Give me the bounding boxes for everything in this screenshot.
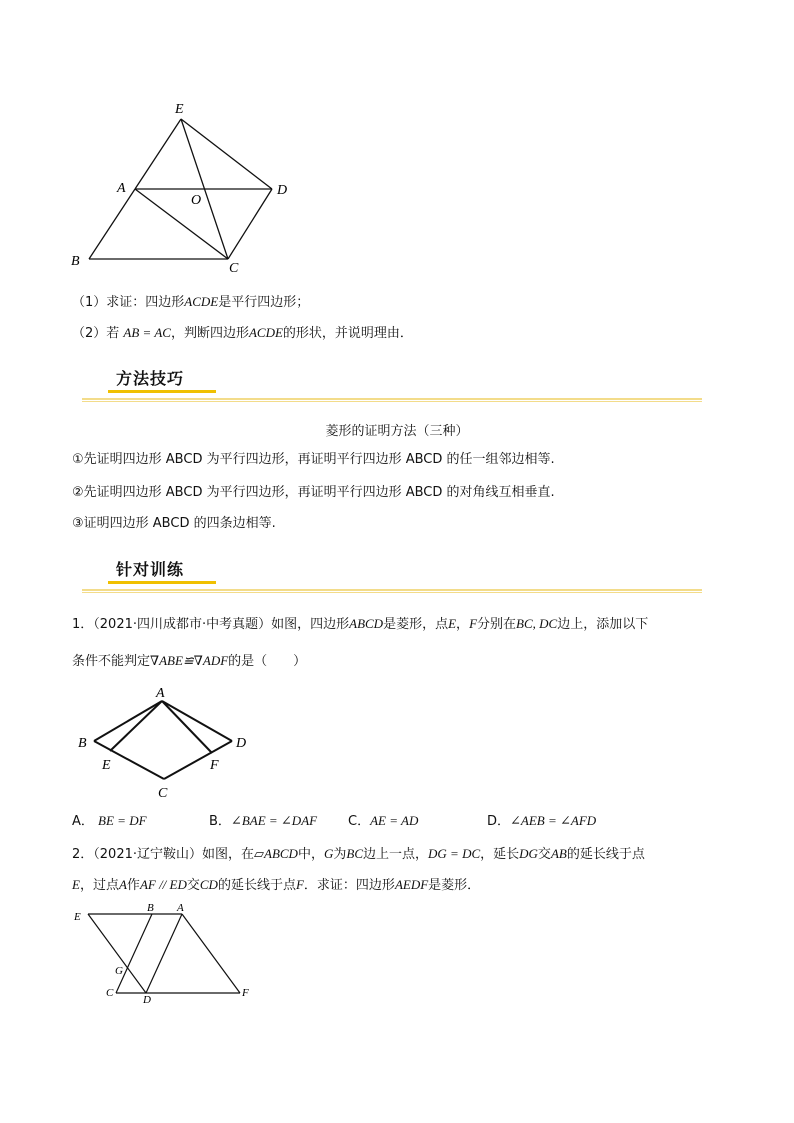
q2-cond: DG = DC (428, 846, 481, 861)
part1-prefix: （1）求证：四边形 (72, 295, 185, 310)
q1-option-a[interactable] (72, 812, 147, 831)
label-b: B (71, 254, 80, 269)
part2-suffix: 的形状，并说明理由． (282, 326, 413, 341)
part2-mid: ，判断四边形 (170, 326, 249, 341)
part2-prefix: （2）若 (72, 326, 120, 341)
q2-var-cd: CD (199, 877, 218, 892)
part1-suffix: 是平行四边形； (218, 295, 310, 310)
q2-suffix: 的延长线于点 (566, 847, 645, 862)
option-a-expr: BE = DF (98, 813, 147, 828)
q2-l2-mid1: ，过点 (79, 878, 119, 893)
label-a3: A (177, 902, 184, 914)
q2-mid5: 交 (537, 847, 551, 862)
q1-mid2: ， (456, 617, 470, 632)
method-item-2: ②先证明四边形 ABCD 为平行四边形，再证明平行四边形 ABCD 的对角线互相垂直. (72, 485, 555, 500)
q1-var-e: E (448, 616, 457, 631)
option-d-label: D． (487, 814, 511, 829)
label-c: C (229, 261, 239, 276)
problem-part-2 (72, 324, 413, 343)
q1-option-c[interactable] (348, 812, 418, 831)
label-d2: D (236, 736, 247, 751)
q2-line-1 (72, 845, 645, 864)
seg-ab (89, 189, 135, 259)
label-c2: C (158, 786, 168, 801)
q1-congruence-expr: ∇ABE≌∇ADF (150, 653, 229, 668)
q2-var-a: A (118, 877, 127, 892)
option-a-label: A． (72, 814, 94, 829)
label-b3: B (147, 902, 154, 914)
seg-ea (135, 119, 181, 189)
option-c-label: C． (348, 814, 371, 829)
q1-line2-prefix: 条件不能判定 (72, 654, 151, 669)
q2-parallel-expr: AF // ED (139, 877, 187, 892)
seg-ad2 (162, 701, 232, 741)
q2-mid2: 为 (333, 847, 347, 862)
q2-var-g: G (323, 846, 334, 861)
q2-mid1: 中， (297, 847, 324, 862)
label-c3: C (106, 987, 114, 999)
q2-var-e: E (72, 877, 80, 892)
q2-var-bc: BC (346, 846, 363, 861)
q1-prefix: 1．（2021·四川成都市·中考真题）如图，四边形 (72, 617, 350, 632)
figure-acde (60, 95, 310, 280)
figure-aedf (70, 900, 270, 1005)
label-g3: G (115, 965, 123, 977)
q1-var-bcdc: BC, DC (516, 616, 558, 631)
seg-bc3 (116, 914, 152, 993)
label-f2: F (210, 758, 219, 773)
q2-mid3: 边上一点， (363, 847, 429, 862)
q2-var-aedf: AEDF (394, 877, 429, 892)
part2-cond: AB = AC (123, 325, 171, 340)
figure-rhombus (72, 683, 262, 803)
method-subtitle: 菱形的证明方法（三种） (325, 424, 469, 439)
option-b-expr: ∠BAE = ∠DAF (230, 813, 318, 828)
q1-option-b[interactable] (209, 812, 317, 831)
label-d3: D (143, 994, 151, 1005)
q2-l2-suffix: 是菱形． (428, 878, 481, 893)
method-title: 方法技巧 (116, 369, 185, 388)
q1-suffix: 边上，添加以下 (557, 617, 649, 632)
seg-ad3 (146, 914, 182, 993)
training-title-underline (108, 581, 216, 584)
q2-var-dg: DG (519, 846, 538, 861)
q1-option-d[interactable] (487, 812, 596, 831)
problem-part-1 (72, 293, 309, 312)
label-a: A (117, 181, 126, 196)
seg-ed (181, 119, 272, 189)
q2-line-2 (72, 876, 480, 895)
q1-mid1: 是菱形，点 (383, 617, 449, 632)
training-title: 针对训练 (116, 560, 185, 579)
label-e: E (175, 102, 184, 117)
label-e3: E (74, 911, 81, 923)
q2-l2-mid3: 交 (186, 878, 200, 893)
q1-var-abcd: ABCD (349, 616, 384, 631)
training-divider (82, 589, 702, 593)
seg-ac (135, 189, 228, 259)
method-divider (82, 398, 702, 402)
option-d-expr: ∠AEB = ∠AFD (510, 813, 597, 828)
method-item-3: ③证明四边形 ABCD 的四条边相等. (72, 516, 276, 531)
option-c-expr: AE = AD (370, 813, 419, 828)
seg-dc (228, 189, 272, 259)
method-item-1: ①先证明四边形 ABCD 为平行四边形，再证明平行四边形 ABCD 的任一组邻边相等. (72, 452, 555, 467)
q1-var-f: F (469, 616, 478, 631)
label-f3: F (242, 987, 249, 999)
label-a2: A (156, 686, 165, 701)
label-e2: E (102, 758, 111, 773)
seg-af3 (182, 914, 240, 993)
q1-line-2 (72, 652, 306, 671)
q2-l2-mid4: 的延长线于点 (217, 878, 296, 893)
label-o: O (191, 193, 202, 208)
label-b2: B (78, 736, 87, 751)
q1-line2-suffix: 的是（ ） (228, 654, 307, 669)
q2-var-f: F (295, 877, 304, 892)
q2-var-ab: AB (550, 846, 567, 861)
part2-var: ACDE (248, 325, 283, 340)
seg-dc2 (164, 741, 232, 779)
label-d: D (277, 183, 288, 198)
seg-af (162, 701, 212, 753)
q2-l2-mid5: ．求证：四边形 (303, 878, 395, 893)
method-title-underline (108, 390, 216, 393)
q2-l2-mid2: 作 (126, 878, 140, 893)
q2-prefix: 2．（2021·辽宁鞍山）如图，在 (72, 847, 254, 862)
q1-line-1 (72, 615, 648, 634)
q2-mid4: ，延长 (480, 847, 520, 862)
q2-parallelogram: ▱ABCD (254, 846, 298, 861)
option-b-label: B． (209, 814, 231, 829)
seg-ed3 (88, 914, 146, 993)
part1-var: ACDE (184, 294, 219, 309)
q1-mid3: 分别在 (477, 617, 517, 632)
